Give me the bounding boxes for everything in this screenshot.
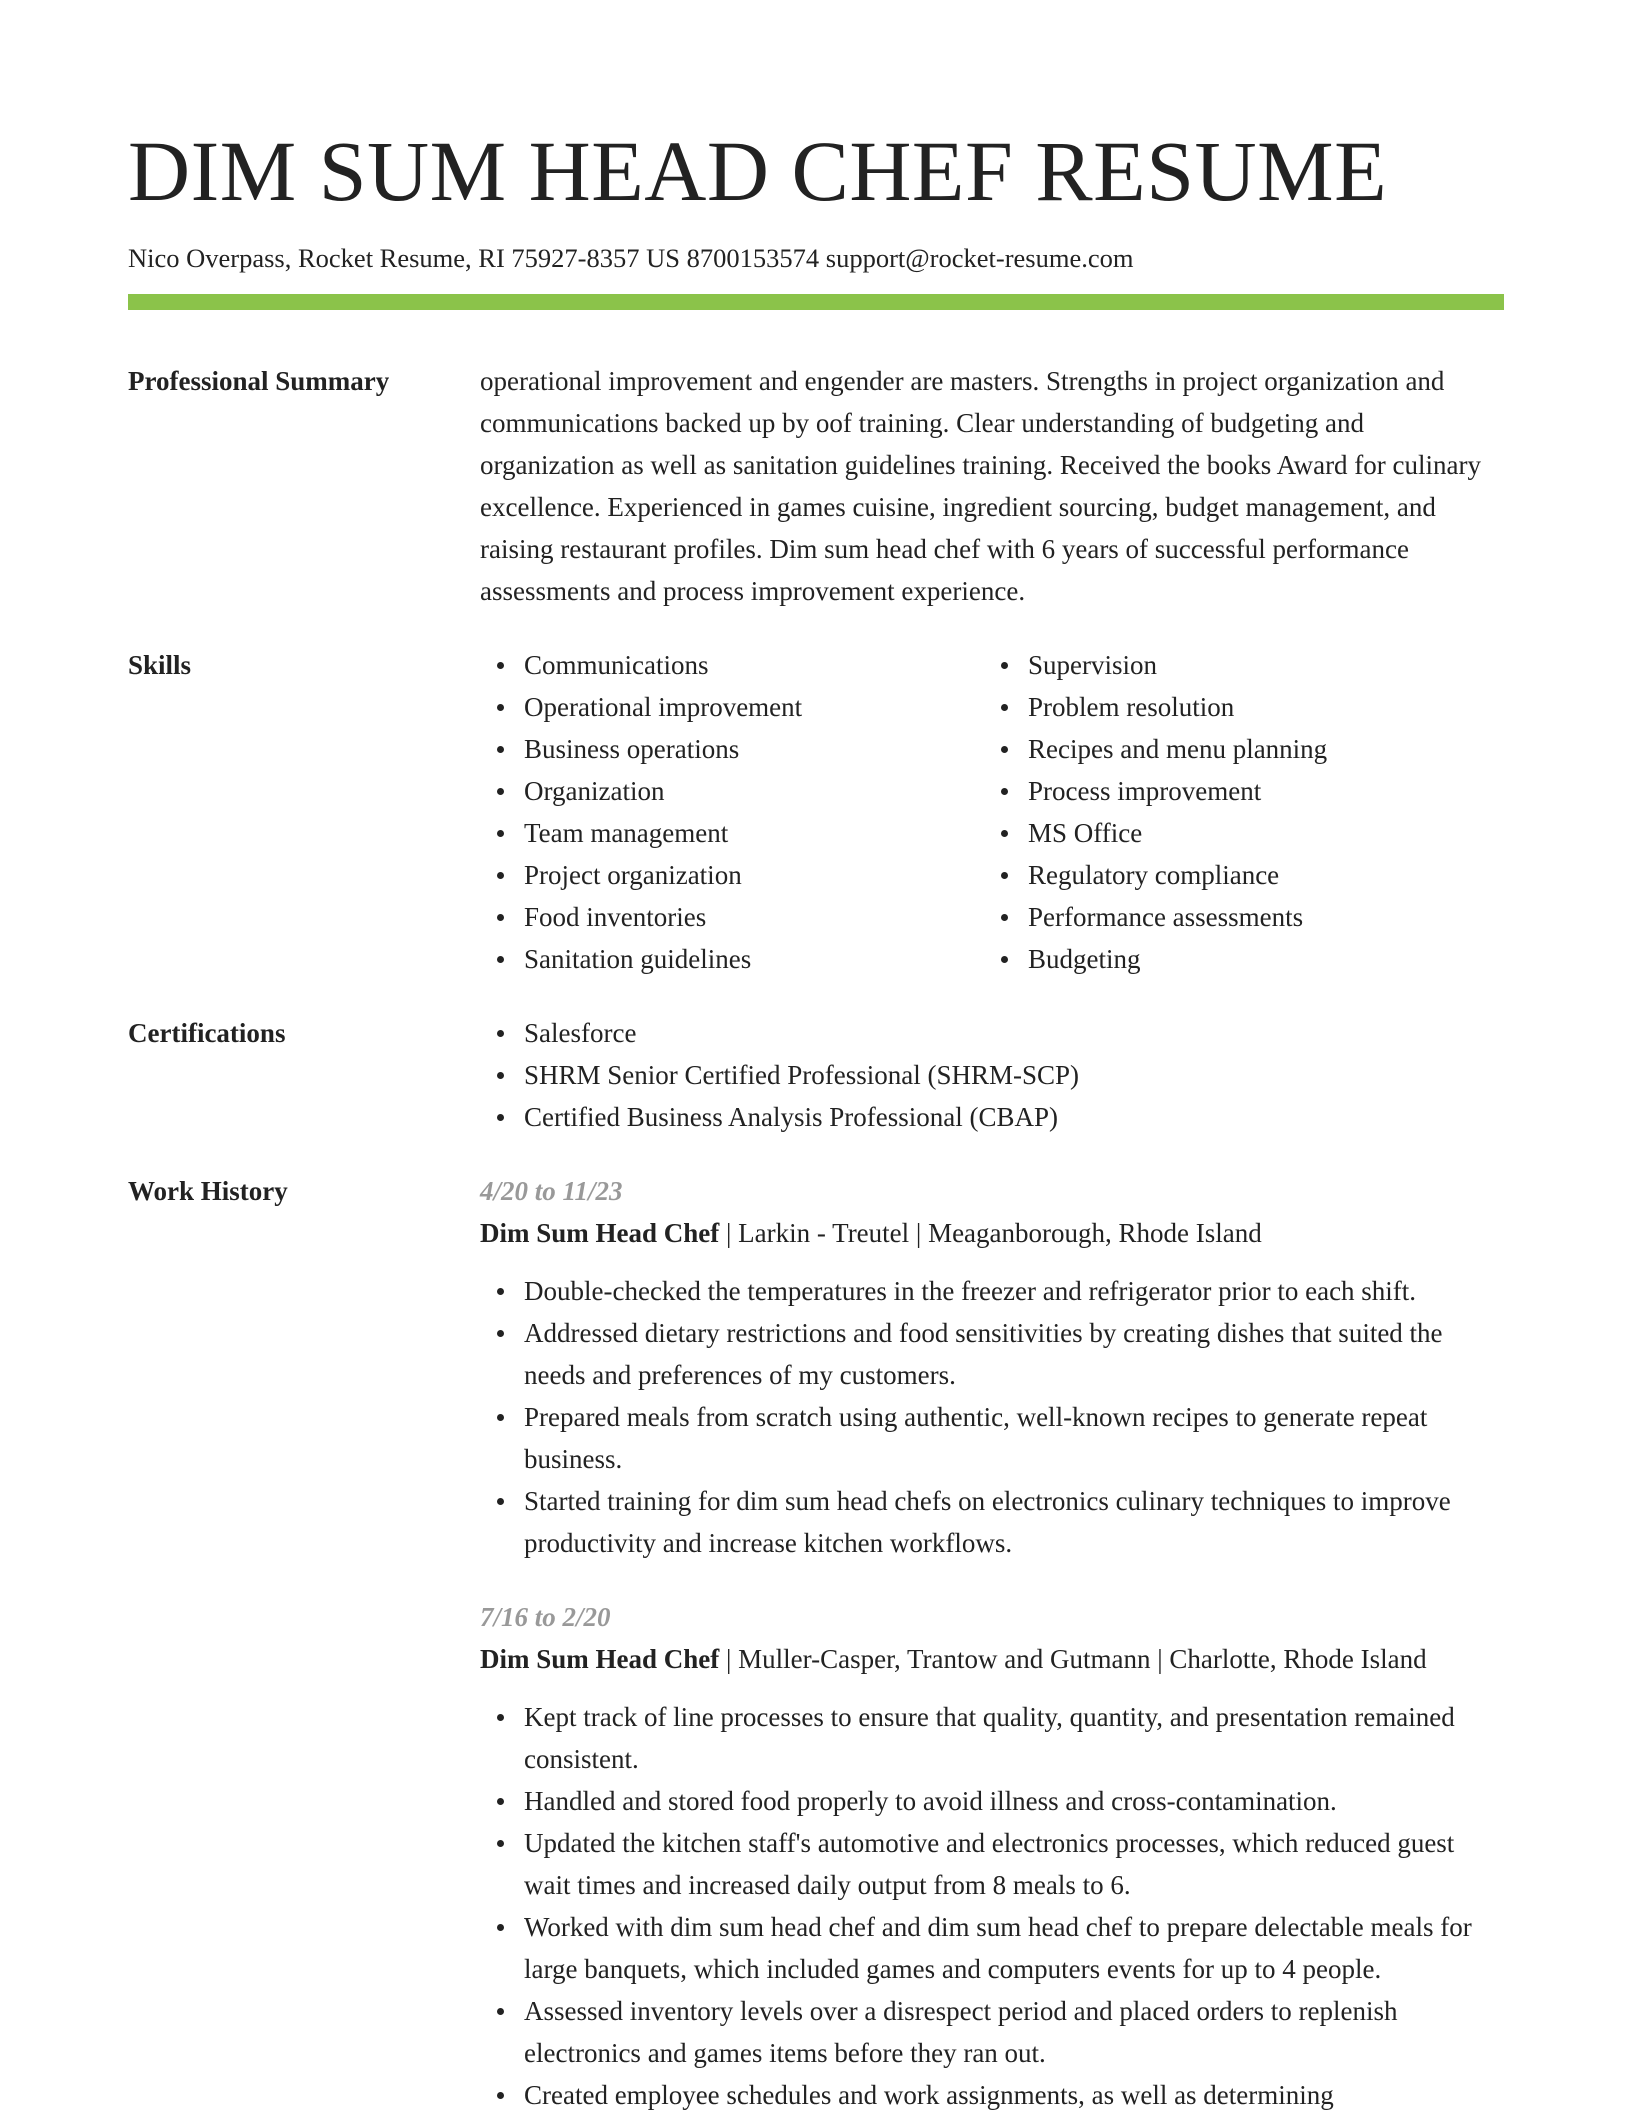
skills-list-right [984,644,1488,980]
certification-item: SHRM Senior Certified Professional (SHRM-SCP) [524,1054,1504,1096]
job-duty-item: Double-checked the temperatures in the freezer and refrigerator prior to each shift. [524,1270,1504,1312]
section-label-skills: Skills [128,650,192,680]
skills-body [480,644,1504,980]
certification-item: Salesforce [524,1012,1504,1054]
skill-item: Communications [524,644,984,686]
job-duties-list [480,1696,1504,2116]
job-duty-item: Prepared meals from scratch using authentic, well-known recipes to generate repeat business. [524,1396,1504,1480]
work-history-body [480,1170,1504,2116]
skill-item: Budgeting [1028,938,1488,980]
skill-item: Food inventories [524,896,984,938]
professional-summary-body [480,360,1504,612]
job-duty-item: Created employee schedules and work assignments, as well as determining [524,2074,1504,2116]
skill-item: Team management [524,812,984,854]
professional-summary-section [128,360,1504,612]
job-duty-item: Handled and stored food properly to avoid illness and cross-contamination. [524,1780,1504,1822]
skill-item: Regulatory compliance [1028,854,1488,896]
job-duty-item: Started training for dim sum head chefs on electronics culinary techniques to improve productivity and increase kitchen workflows. [524,1480,1504,1564]
section-label-work-history: Work History [128,1176,288,1206]
skills-list-left [480,644,984,980]
resume-title: DIM SUM HEAD CHEF RESUME [128,123,1388,219]
job-separator: | [719,1644,739,1674]
job-title: Dim Sum Head Chef [480,1218,720,1248]
skill-item: Sanitation guidelines [524,938,984,980]
certifications-body [480,1012,1504,1138]
job-location: Charlotte, Rhode Island [1169,1644,1427,1674]
job-duty-item: Assessed inventory levels over a disrespect period and placed orders to replenish electronics and games items before they ran out. [524,1990,1504,2074]
skill-item: Organization [524,770,984,812]
skill-item: Business operations [524,728,984,770]
job-duties-list [480,1270,1504,1564]
resume-page [128,0,1504,2116]
job-title: Dim Sum Head Chef [480,1644,720,1674]
professional-summary-text: operational improvement and engender are masters. Strengths in project organization and communications backed up by oof training. Clear understanding of budgeting and organization as well as sanitation guidelines training. Received the books Award for culinary excellence. Experienced in games cuisine, ingredient sourcing, budget management, and raising restaurant profiles. Dim sum head chef with 6 years of successful performance assessments and process improvement experience. [480,366,1482,606]
job-company: Muller-Casper, Trantow and Gutmann [738,1644,1151,1674]
job-duty-item: Addressed dietary restrictions and food sensitivities by creating dishes that suited the needs and preferences of my customers. [524,1312,1504,1396]
skill-item: Operational improvement [524,686,984,728]
skill-item: Supervision [1028,644,1488,686]
job-heading [480,1212,1504,1254]
job-duty-item: Updated the kitchen staff's automotive and electronics processes, which reduced guest wait times and increased daily output from 8 meals to 6. [524,1822,1504,1906]
job-heading [480,1638,1504,1680]
skill-item: Project organization [524,854,984,896]
certifications-section [128,1012,1504,1138]
job-dates: 4/20 to 11/23 [480,1176,623,1206]
job-separator: | [719,1218,739,1248]
certifications-list [480,1012,1504,1138]
skill-item: Recipes and menu planning [1028,728,1488,770]
skills-column-left [480,644,984,980]
job-entry [480,1596,1504,2116]
contact-line: Nico Overpass, Rocket Resume, RI 75927-8357 US 8700153574 support@rocket-resume.com [128,243,1134,273]
work-history-section [128,1170,1504,2116]
job-dates: 7/16 to 2/20 [480,1602,611,1632]
section-label-certifications: Certifications [128,1018,286,1048]
accent-divider [128,294,1504,310]
skill-item: Performance assessments [1028,896,1488,938]
skill-item: MS Office [1028,812,1488,854]
job-entry [480,1170,1504,1564]
job-duty-item: Kept track of line processes to ensure that quality, quantity, and presentation remained consistent. [524,1696,1504,1780]
skill-item: Process improvement [1028,770,1488,812]
job-duty-item: Worked with dim sum head chef and dim sum head chef to prepare delectable meals for large banquets, which included games and computers events for up to 4 people. [524,1906,1504,1990]
job-company: Larkin - Treutel [738,1218,910,1248]
skills-section [128,644,1504,980]
skills-column-right [984,644,1488,980]
job-separator: | [1150,1644,1170,1674]
section-label-professional-summary: Professional Summary [128,366,390,396]
job-location: Meaganborough, Rhode Island [928,1218,1262,1248]
job-separator: | [909,1218,929,1248]
skill-item: Problem resolution [1028,686,1488,728]
certification-item: Certified Business Analysis Professional (CBAP) [524,1096,1504,1138]
